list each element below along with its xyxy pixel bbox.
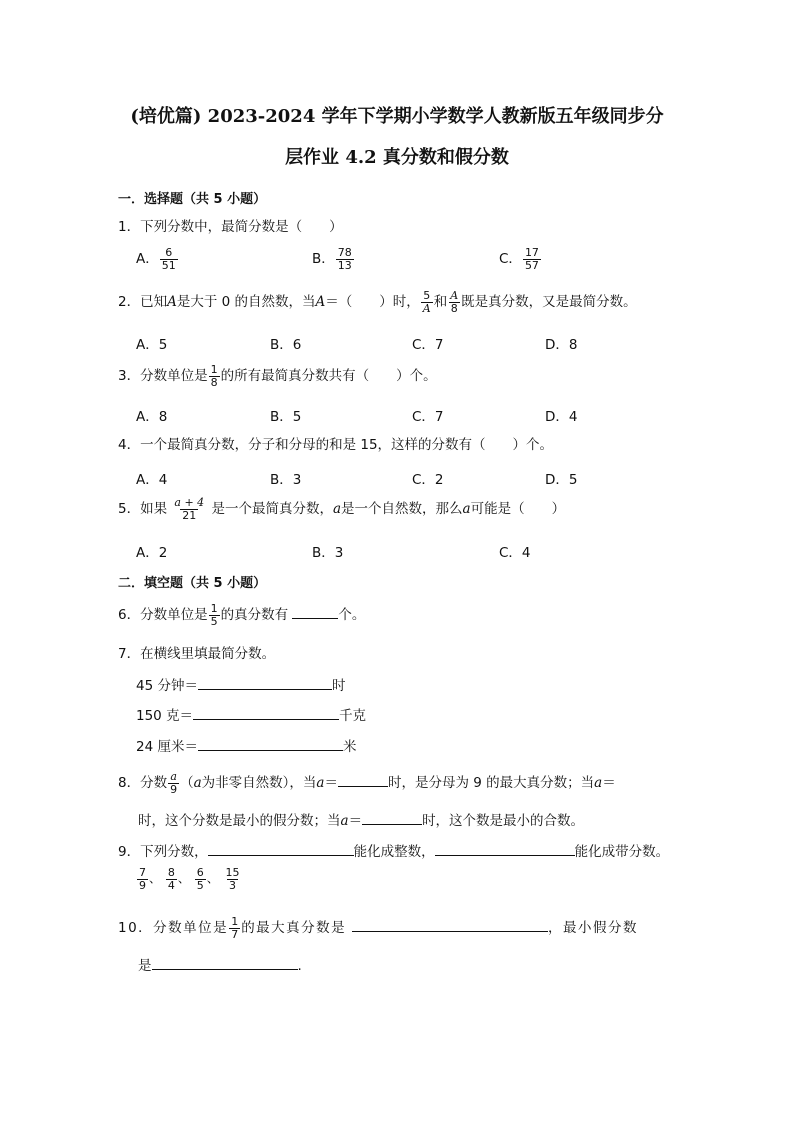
question-3-stem	[118, 364, 437, 388]
numerator: 17	[524, 246, 539, 259]
text: 9．下列分数，	[118, 844, 208, 860]
text: 是大于 0 的自然数，当	[176, 294, 316, 311]
text: 的真分数有	[220, 607, 289, 624]
text: 2．已知	[118, 294, 168, 311]
text: 米	[342, 739, 357, 755]
text: 是	[138, 958, 152, 974]
fraction	[168, 771, 179, 795]
answer-blank[interactable]	[152, 957, 298, 970]
q7-line-1	[136, 677, 345, 694]
answer-blank[interactable]	[198, 738, 343, 751]
q3-option-a: A．8	[136, 409, 168, 425]
q3-option-b: B．5	[270, 409, 302, 425]
option-label: B．	[312, 251, 335, 268]
page-title-line-1: (培优篇) 2023-2024 学年下学期小学数学人教新版五年级同步分	[130, 106, 664, 127]
q2-option-a: A．5	[136, 337, 168, 353]
text: 8．分数	[118, 775, 168, 792]
text: （	[180, 775, 194, 792]
fraction	[160, 247, 178, 271]
fraction	[224, 867, 242, 891]
text: 千克	[339, 708, 367, 724]
denominator: 13	[337, 258, 352, 272]
q1-option-a	[136, 247, 179, 271]
section-heading-choice: 一．选择题（共 5 小题）	[118, 192, 267, 207]
answer-blank[interactable]	[338, 774, 388, 787]
q4-option-a: A．4	[136, 472, 168, 488]
text: 是一个自然数，那么	[341, 501, 463, 518]
text: 150 克＝	[136, 708, 194, 724]
text: 是一个最简真分数，	[211, 501, 333, 518]
text: .	[297, 958, 302, 974]
text: 能化成带分数。	[574, 844, 670, 860]
fraction	[195, 867, 206, 891]
option-label: C．	[499, 251, 522, 268]
q5-option-c: C．4	[499, 545, 531, 561]
fraction	[523, 247, 541, 271]
q1-option-b	[312, 247, 355, 271]
question-9-stem	[118, 843, 669, 860]
text: 5．如果	[118, 501, 168, 518]
fraction	[137, 867, 148, 891]
text: 的最大真分数是	[241, 920, 347, 937]
q2-option-c: C．7	[412, 337, 444, 353]
denominator: 57	[524, 258, 539, 272]
text: ＝（ ）时，	[325, 294, 420, 311]
separator: 、	[149, 871, 162, 886]
question-8-line-2	[138, 812, 584, 829]
denominator: A	[422, 301, 431, 315]
fraction	[448, 290, 460, 314]
text: 和	[433, 294, 448, 311]
numerator: A	[450, 289, 459, 302]
fraction	[172, 497, 206, 521]
q1-option-c	[499, 247, 542, 271]
numerator: 1	[210, 602, 218, 615]
question-10-line-1	[118, 916, 638, 940]
q9-fraction-list	[136, 867, 243, 891]
text: 24 厘米＝	[136, 739, 198, 755]
text: 时，是分母为 9 的最大真分数；当	[387, 775, 595, 792]
variable: a	[316, 775, 325, 792]
answer-blank[interactable]	[208, 843, 354, 856]
numerator: a	[170, 770, 177, 783]
numerator: 1	[210, 363, 218, 376]
q2-option-b: B．6	[270, 337, 302, 353]
denominator: 3	[229, 878, 237, 892]
text: 既是真分数，又是最简分数。	[461, 294, 637, 311]
question-5-stem	[118, 497, 565, 521]
answer-blank[interactable]	[435, 843, 575, 856]
numerator: 1	[231, 915, 239, 928]
question-4-stem: 4．一个最简真分数，分子和分母的和是 15，这样的分数有（ ）个。	[118, 437, 554, 453]
numerator: 8	[167, 866, 175, 879]
denominator: 21	[182, 508, 197, 522]
question-10-line-2	[138, 957, 302, 974]
denominator: 4	[167, 878, 175, 892]
separator: 、	[206, 871, 219, 886]
denominator: 51	[161, 258, 176, 272]
answer-blank[interactable]	[198, 677, 332, 690]
answer-blank[interactable]	[362, 812, 422, 825]
fraction	[421, 290, 433, 314]
q7-line-2	[136, 707, 366, 724]
text: 时，这个分数是最小的假分数；当	[138, 813, 341, 829]
fraction	[229, 916, 240, 940]
denominator: 5	[210, 614, 218, 628]
text: 能化成整数，	[353, 844, 435, 860]
fraction	[336, 247, 354, 271]
text: ，最小假分数	[547, 920, 638, 937]
question-7-stem: 7．在横线里填最简分数。	[118, 646, 276, 662]
variable: A	[167, 294, 177, 311]
text: 10．分数单位是	[118, 920, 229, 937]
q5-option-a: A．2	[136, 545, 168, 561]
answer-blank[interactable]	[352, 919, 548, 932]
page-title-line-2: 层作业 4.2 真分数和假分数	[285, 147, 509, 168]
variable: a	[332, 501, 342, 518]
q3-option-d: D．4	[545, 409, 578, 425]
q4-option-c: C．2	[412, 472, 444, 488]
text: ＝	[324, 775, 338, 792]
denominator: 9	[170, 782, 178, 796]
q5-option-b: B．3	[312, 545, 344, 561]
numerator: a + 4	[174, 496, 205, 509]
q3-option-c: C．7	[412, 409, 444, 425]
text: 时	[331, 678, 346, 694]
denominator: 8	[210, 375, 218, 389]
text: 的所有最简真分数共有（ ）个。	[220, 368, 437, 385]
section-heading-fill: 二．填空题（共 5 小题）	[118, 576, 267, 591]
variable: a	[193, 775, 202, 792]
variable: a	[340, 813, 349, 829]
text: ＝	[602, 775, 616, 792]
variable: a	[462, 501, 471, 518]
text: 3．分数单位是	[118, 368, 208, 385]
numerator: 6	[165, 246, 173, 259]
q2-option-d: D．8	[545, 337, 578, 353]
denominator: 8	[450, 301, 458, 315]
q4-option-d: D．5	[545, 472, 578, 488]
text: 可能是（ ）	[470, 501, 566, 518]
denominator: 7	[231, 927, 239, 941]
text: 时，这个数是最小的合数。	[422, 813, 585, 829]
option-label: A．	[136, 251, 159, 268]
fraction	[166, 867, 177, 891]
variable: A	[315, 294, 326, 311]
answer-blank[interactable]	[193, 707, 339, 720]
fraction	[209, 364, 220, 388]
question-8-line-1	[118, 771, 616, 795]
answer-blank[interactable]	[292, 606, 338, 619]
variable: a	[594, 775, 603, 792]
question-6-stem	[118, 603, 365, 627]
fraction	[209, 603, 220, 627]
text: 45 分钟＝	[136, 678, 198, 694]
numerator: 78	[337, 246, 352, 259]
q4-option-b: B．3	[270, 472, 302, 488]
separator: 、	[177, 871, 190, 886]
question-2-stem	[118, 290, 637, 314]
numerator: 15	[225, 866, 240, 879]
text: 为非零自然数），当	[201, 775, 317, 792]
denominator: 9	[139, 878, 146, 892]
numerator: 7	[139, 866, 146, 879]
text: 6．分数单位是	[118, 607, 208, 624]
question-1-stem: 1．下列分数中，最简分数是（ ）	[118, 219, 343, 235]
text: 个。	[338, 607, 366, 624]
denominator: 5	[196, 878, 204, 892]
numerator: 6	[196, 866, 204, 879]
text: ＝	[348, 813, 363, 829]
numerator: 5	[423, 289, 431, 302]
q7-line-3	[136, 738, 356, 755]
